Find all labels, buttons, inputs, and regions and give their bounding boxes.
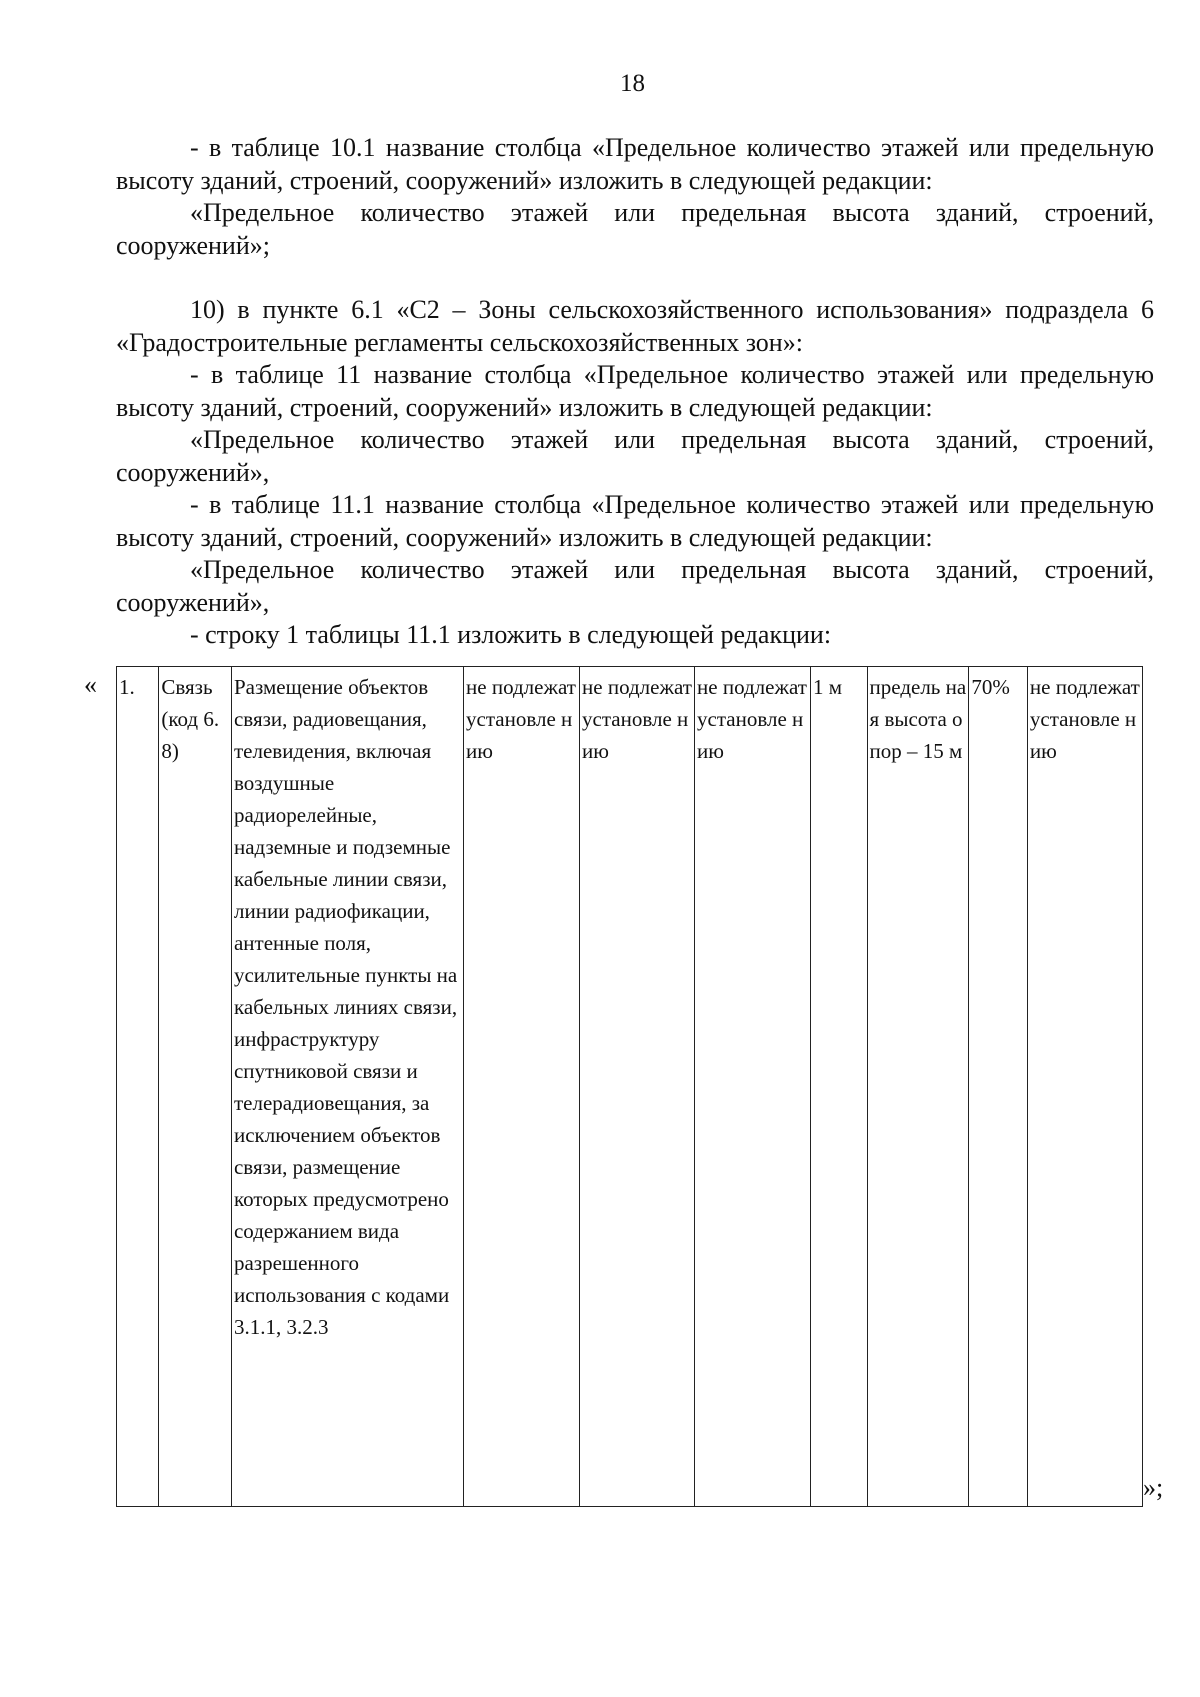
cell-number: 1.: [117, 667, 159, 1507]
paragraph: «Предельное количество этажей или предельная высота зданий, строений, сооружений»,: [116, 425, 1154, 487]
cell-value: не подлежат установле нию: [1027, 667, 1142, 1507]
paragraph: - строку 1 таблицы 11.1 изложить в следующей редакции:: [190, 620, 832, 649]
paragraph: - в таблице 11.1 название столбца «Предельное количество этажей или предельную высоту зданий, строений, сооружений» изложить в следующей редакции:: [116, 490, 1154, 552]
cell-type-name: Связь (код 6.8): [159, 667, 232, 1507]
paragraph: «Предельное количество этажей или предельная высота зданий, строений, сооружений»,: [116, 555, 1154, 617]
body-text: [116, 132, 1154, 652]
cell-value: не подлежат установле нию: [464, 667, 580, 1507]
paragraph: - в таблице 11 название столбца «Предельное количество этажей или предельную высоту зданий, строений, сооружений» изложить в следующей редакции:: [116, 360, 1154, 422]
paragraph: «Предельное количество этажей или предельная высота зданий, строений, сооружений»;: [116, 198, 1154, 260]
open-quote-mark: «: [84, 670, 97, 699]
cell-setback: 1 м: [811, 667, 867, 1507]
table-row: [117, 667, 1143, 1507]
paragraph: - в таблице 10.1 название столбца «Предельное количество этажей или предельную высоту зданий, строений, сооружений» изложить в следующей редакции:: [116, 133, 1154, 195]
cell-coverage: 70%: [969, 667, 1028, 1507]
regulation-table-row: [116, 666, 1143, 1507]
cell-description: Размещение объектов связи, радиовещания, телевидения, включая воздушные радиорелейные, надземные и подземные кабельные линии связи, линии радиофикации, антенные поля, усилительные пункты на кабельных линиях связи, инфраструктуру спутниковой связи и телерадиовещания, за исключением объектов связи, размещение которых предусмотрено содержанием вида разрешенного использования с кодами 3.1.1, 3.2.3: [231, 667, 463, 1507]
paragraph: 10) в пункте 6.1 «С2 – Зоны сельскохозяйственного использования» подраздела 6 «Градостроительные регламенты сельскохозяйственных зон»:: [116, 295, 1154, 357]
close-quote-mark: »;: [1143, 1473, 1164, 1502]
page-number: 18: [620, 70, 645, 97]
cell-value: не подлежат установле нию: [580, 667, 695, 1507]
cell-value: не подлежат установле нию: [695, 667, 811, 1507]
cell-max-height: предель ная высота опор – 15 м: [867, 667, 969, 1507]
